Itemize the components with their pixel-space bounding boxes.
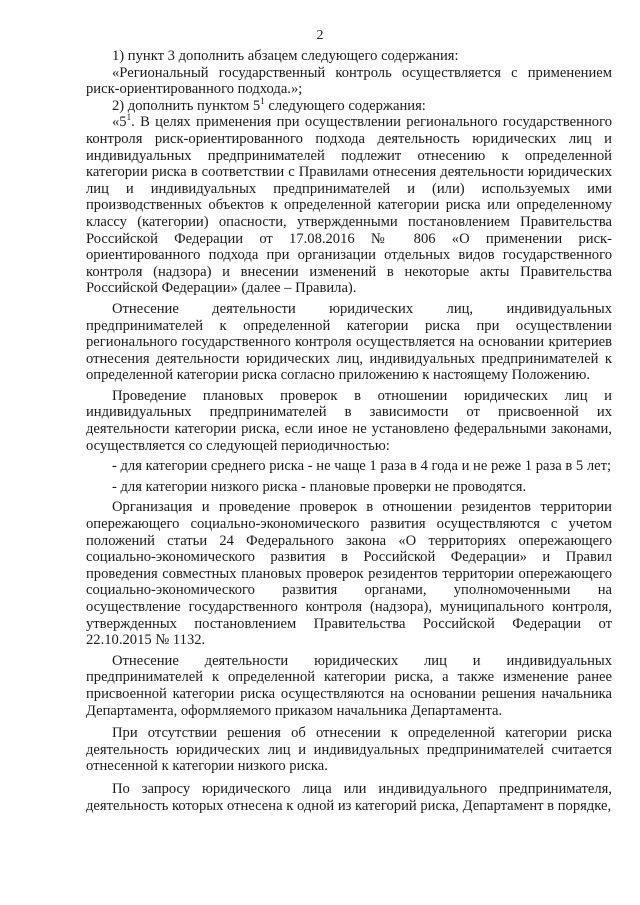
amendment-item-2: [86, 95, 612, 115]
inspection-frequency-paragraph: [86, 388, 612, 454]
paragraph-text: «5: [112, 114, 127, 131]
category-change-paragraph: [86, 653, 612, 719]
paragraph-text: 1) пункт 3 дополнить абзацем следующего содержания:: [112, 48, 459, 64]
paragraph-text: - для категории низкого риска - плановые проверки не проводятся.: [112, 478, 527, 495]
document-body: [86, 48, 612, 814]
paragraph-text: По запросу юридического лица или индивидуального предпринимателя, деятельность которых отнесена к одной из категорий риска, Департамент в порядке,: [86, 780, 612, 814]
paragraph-text: Отнесение деятельности юридических лиц, индивидуальных предпринимателей к определенной категории риска при осуществлении регионального государственного контроля осуществляется на основании критериев отнесения деятельности юридических лиц, индивидуальных предпринимателей к определенной категории риска согласно приложению к настоящему Положению.: [86, 300, 612, 384]
paragraph-text: При отсутствии решения об отнесении к определенной категории риска деятельность юридических лиц и индивидуальных предпринимателей считается отнесенной к категории низкого риска.: [86, 725, 612, 775]
risk-assignment-paragraph: [86, 301, 612, 384]
clause-5-1: [86, 114, 612, 297]
superscript: 1: [260, 95, 265, 106]
amendment-item-1: [86, 48, 612, 65]
paragraph-text: 2) дополнить пунктом 5: [112, 97, 261, 114]
paragraph-text: Отнесение деятельности юридических лиц и индивидуальных предпринимателей к определенной категории риска, а также изменение ранее присвоенной категории риска осуществляются на основании решения начальника Департамента, оформляемого приказом начальника Департамента.: [86, 652, 612, 719]
paragraph-text: следующего содержания:: [264, 97, 426, 114]
quoted-amendment-text: [86, 65, 612, 98]
default-category-paragraph: [86, 725, 612, 775]
paragraph-text: Проведение плановых проверок в отношении юридических лиц и индивидуальных предпринимателей в зависимости от присвоенной их деятельности категории риска, если иное не установлено федеральными законами, осуществляется со следующей периодичностью:: [86, 387, 612, 454]
request-paragraph: [86, 781, 612, 814]
page-number: 2: [316, 28, 324, 43]
list-item-medium-risk: [86, 458, 612, 475]
list-item-low-risk: [86, 479, 612, 496]
paragraph-text: - для категории среднего риска - не чаще 1 раза в 4 года и не реже 1 раза в 5 лет;: [112, 458, 612, 475]
paragraph-text: . В целях применения при осуществлении регионального государственного контроля риск-ориентированного подхода деятельность юридических лиц и индивидуальных предпринимателей подлежит отнесению к определенной категории риска в соответствии с Правилами отнесения деятельности юридических лиц и индивидуальных предпринимателей и (или) используемых ими производственных объектов к определенной категории риска или определенному классу (категории) опасности, утвержденными постановлением Правительства Российской Федерации от 17.08.2016 № 806 «О применении риск-ориентированного подхода при организации отдельных видов государственного контроля (надзора) и внесении изменений в некоторые акты Правительства Российской Федерации» (далее – Правила).: [86, 114, 612, 297]
superscript: 1: [126, 112, 132, 123]
paragraph-text: «Региональный государственный контроль осуществляется с применением риск-ориентированного подхода.»;: [86, 64, 612, 98]
residents-inspection-paragraph: [86, 499, 612, 648]
paragraph-text: Организация и проведение проверок в отношении резидентов территории опережающего социально-экономического развития осуществляются с учетом положений статьи 24 Федерального закона «О территориях опережающего социально-экономического развития в Российской Федерации» и Правил проведения совместных плановых проверок резидентов территории опережающего социально-экономического развития органами, уполномоченными на осуществление государственного контроля (надзора), муниципального контроля, утвержденных постановлением Правительства Российской Федерации от 22.10.2015 № 1132.: [86, 499, 612, 649]
